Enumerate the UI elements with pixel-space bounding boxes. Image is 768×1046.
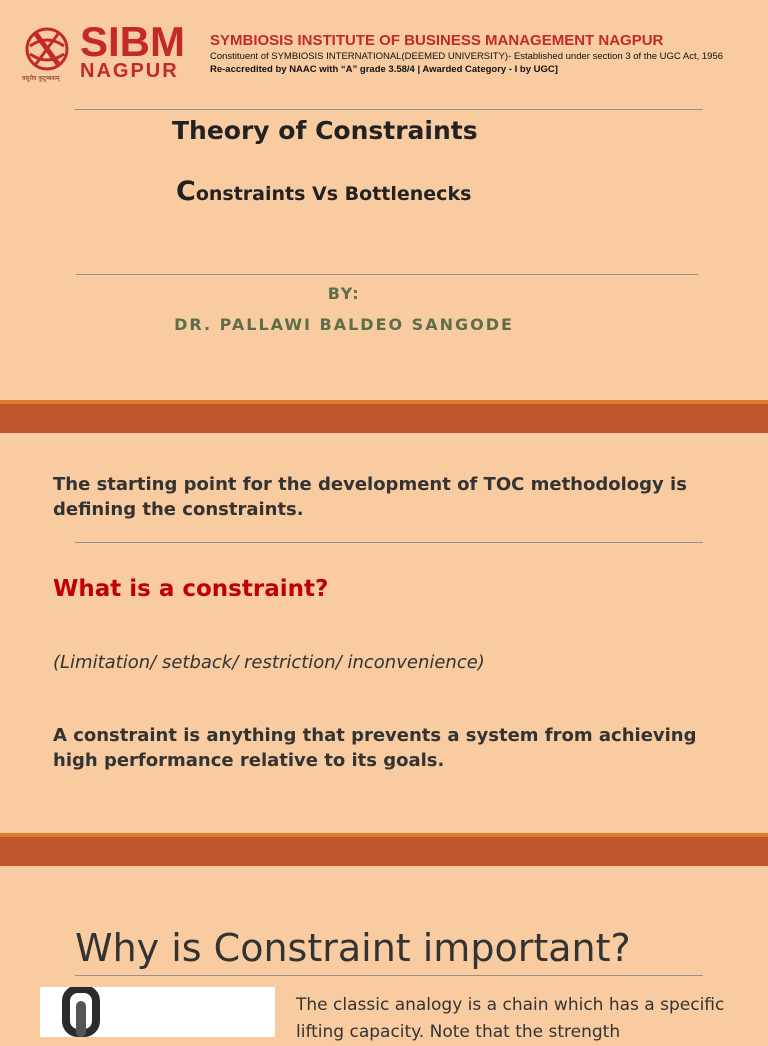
chain-image <box>40 987 275 1037</box>
divider <box>75 975 703 976</box>
divider <box>76 274 698 275</box>
sibm-logo <box>22 18 194 84</box>
importance-slide <box>0 866 768 1042</box>
question-heading: What is a constraint? <box>53 576 329 602</box>
institute-line-1: Constituent of SYMBIOSIS INTERNATIONAL(DEEMED UNIVERSITY)- Established under section 3 of the UGC Act, 1956 <box>210 51 724 62</box>
definition-text: A constraint is anything that prevents a system from achieving high performance relative to its goals. <box>53 725 697 771</box>
globe-logo-icon <box>22 24 72 74</box>
divider <box>75 109 703 110</box>
body-text: The classic analogy is a chain which has a specific lifting capacity. Note that the strength <box>296 995 725 1042</box>
subtitle-rest: onstraints Vs Bottlenecks <box>195 183 472 205</box>
subtitle-cap: C <box>176 176 196 207</box>
logo-city-text: NAGPUR <box>80 60 179 82</box>
title-slide <box>0 0 768 400</box>
slide-title: Why is Constraint important? <box>75 926 631 970</box>
logo-tagline: वसुधैव कुटुम्बकम् <box>22 75 60 82</box>
slide-subtitle <box>176 176 471 207</box>
institute-line-2: Re-accredited by NAAC with “A” grade 3.58/4 | Awarded Category - I by UGC] <box>210 64 558 75</box>
institute-name: SYMBIOSIS INSTITUTE OF BUSINESS MANAGEMENT NAGPUR <box>210 32 664 49</box>
intro-text: The starting point for the development of TOC methodology is defining the constraints. <box>53 474 687 520</box>
author-name: DR. PALLAWI BALDEO SANGODE <box>174 315 514 334</box>
slide-separator <box>0 400 768 433</box>
constraint-slide <box>0 433 768 833</box>
chain-icon <box>40 987 275 1037</box>
by-label: BY: <box>327 284 361 303</box>
synonyms-text: (Limitation/ setback/ restriction/ inconvenience) <box>53 652 485 673</box>
divider <box>75 542 703 543</box>
slide-separator <box>0 833 768 866</box>
slide-title: Theory of Constraints <box>172 116 478 145</box>
logo-main-text: SIBM <box>80 18 185 65</box>
